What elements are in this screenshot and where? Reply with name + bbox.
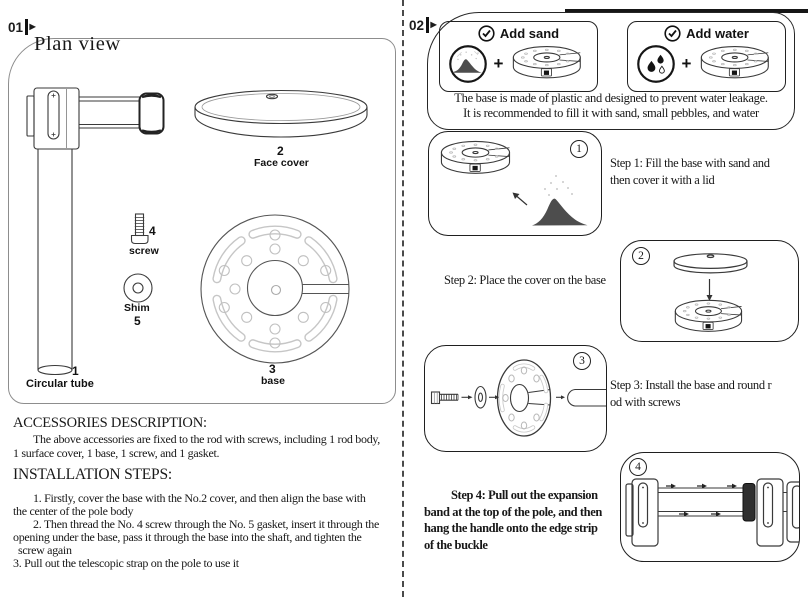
pole-slot [48,91,59,139]
shim-drawing [124,274,152,302]
pole-tube [38,149,72,370]
page-01-label [8,19,36,35]
page-01-number: 01 [8,19,24,35]
part-label-face-cover: Face cover [254,157,309,169]
base-drawing-small [697,42,777,86]
belt [79,97,140,128]
accessories-heading: ACCESSORIES DESCRIPTION: [13,415,207,431]
belt-buckle [140,94,164,134]
forward-arrow-icon: ▶ [430,20,437,29]
part-number-screw: 4 [149,224,156,238]
check-icon [478,25,495,42]
installation-line: 1. Firstly, cover the base with the No.2 cover, and then align the base with [33,491,366,505]
page-label-bar [426,17,429,33]
step-4-figure [620,452,800,562]
part-label-shim: Shim [124,302,150,314]
installation-line: the center of the pole body [13,504,134,518]
part-number-shim: 5 [134,314,141,328]
step-1-figure [428,131,602,236]
add-sand-label: Add sand [499,26,560,41]
part-label-base: base [261,375,285,387]
step-4-drawing [621,453,799,561]
installation-heading: INSTALLATION STEPS: [13,466,173,483]
water-icon [636,44,676,84]
accessories-description [13,433,380,460]
step-4-text: Step 4: Pull out the expansion band at the top of the pole, and then hang the handle onto the edge strip of the buckle [424,488,602,552]
add-water-option [627,21,786,92]
base-drawing [201,215,349,363]
page-label-bar [25,19,28,35]
part-label-circular-tube: Circular tube [26,378,94,390]
base-drawing-small [509,42,589,86]
screw-drawing [132,214,149,244]
accessories-line: 1 surface cover, 1 base, 1 screw, and 1 gasket. [13,445,220,460]
plus-sign: + [681,54,692,73]
part-number-base: 3 [269,362,276,376]
step-2-badge: 2 [632,247,650,265]
step-3-text: Step 3: Install the base and round r od with screws [610,378,772,409]
step-2-text: Step 2: Place the cover on the base [444,273,606,287]
step-3-badge: 3 [573,352,591,370]
sand-icon [448,44,488,84]
face-cover-drawing [195,91,367,138]
add-water-label: Add water [686,26,749,41]
plus-sign: + [493,54,504,73]
plan-view-title: Plan view [34,33,121,55]
check-icon [664,25,681,42]
part-number-face-cover: 2 [277,144,284,158]
parts-diagram [0,80,404,410]
fill-instructions-panel [427,12,795,130]
pole-head [34,88,79,149]
part-number-circular-tube: 1 [72,364,79,378]
base-note-line: It is recommended to fill it with sand, small pebbles, and water [463,106,759,120]
accessories-line: The above accessories are fixed to the rod with screws, including 1 rod body, [33,432,381,446]
step-1-badge: 1 [570,140,588,158]
installation-steps [13,492,379,570]
part-label-screw: screw [129,245,159,257]
step-4-badge: 4 [629,458,647,476]
installation-line: opening under the base, pass it through the base into the shaft, and tighten the [13,530,362,544]
add-sand-option [439,21,598,92]
page-02-number: 02 [409,17,425,33]
pole-back-plate [27,96,34,136]
base-note-line: The base is made of plastic and designed to prevent water leakage. [454,91,768,105]
installation-line: 2. Then thread the No. 4 screw through the No. 5 gasket, insert it through the [33,517,379,531]
page-02-label [409,17,437,33]
installation-line: 3. Pull out the telescopic strap on the pole to use it [13,556,239,570]
installation-line: screw again [18,543,72,557]
step-3-figure [424,345,607,452]
step-2-figure [620,240,799,342]
forward-arrow-icon: ▶ [29,22,36,31]
step-1-text: Step 1: Fill the base with sand and then cover it with a lid [610,156,770,187]
